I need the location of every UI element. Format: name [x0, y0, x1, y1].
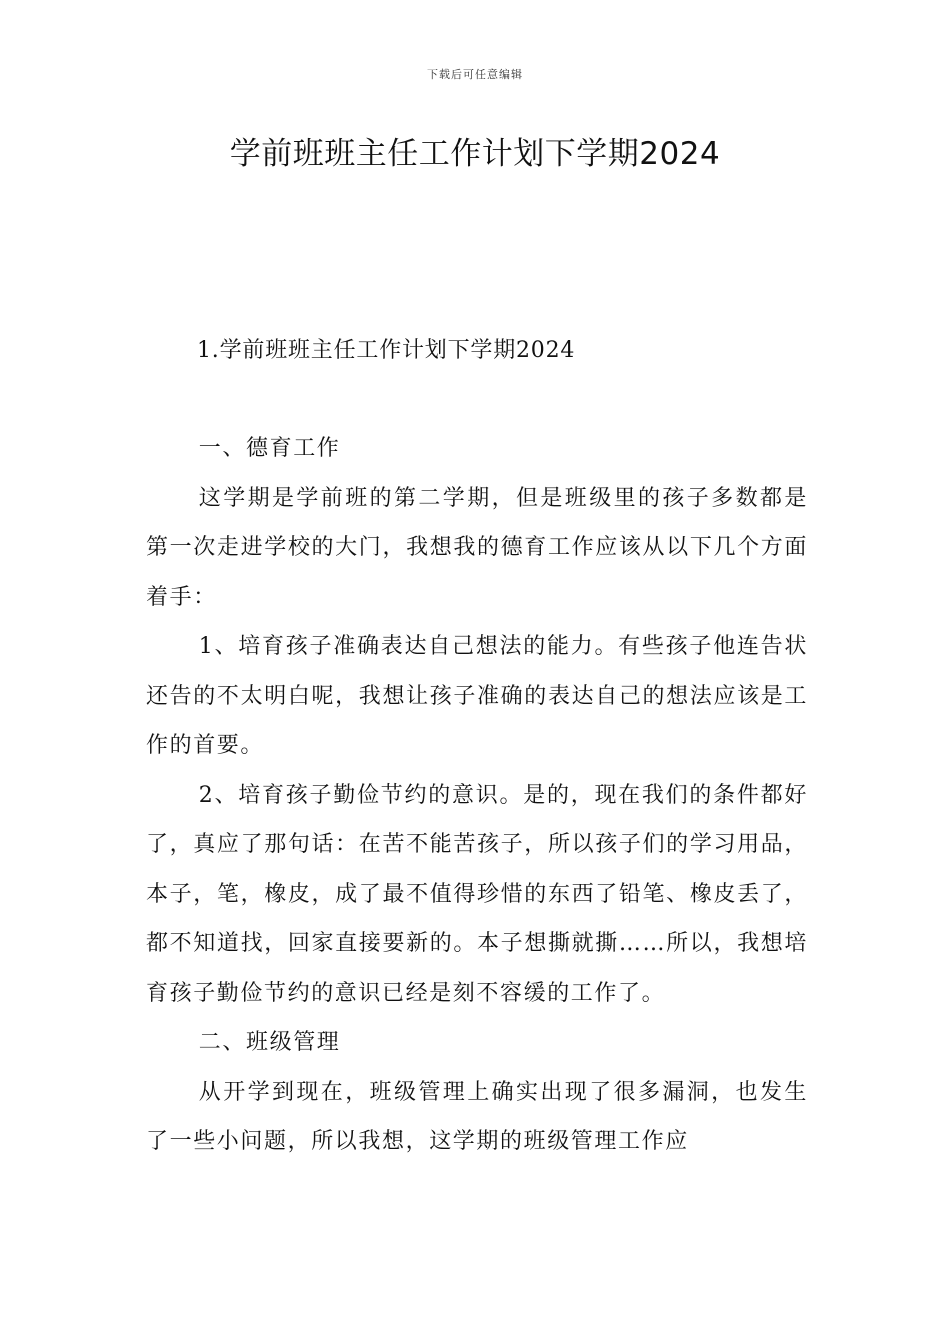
header-note: 下载后可任意编辑	[427, 68, 523, 81]
page-title: 学前班班主任工作计划下学期2024	[229, 136, 721, 172]
paragraph-point-2: 2、培育孩子勤俭节约的意识。是的，现在我们的条件都好了，真应了那句话：在苦不能苦孩子，所以孩子们的学习用品，本子，笔，橡皮，成了最不值得珍惜的东西了铅笔、橡皮丢了，都不知道找，回家直接要新的。本子想撕就撕……所以，我想培育孩子勤俭节约的意识已经是刻不容缓的工作了。	[146, 782, 808, 1006]
paragraph-point-1: 1、培育孩子准确表达自己想法的能力。有些孩子他连告状还告的不太明白呢，我想让孩子准确的表达自己的想法应该是工作的首要。	[146, 634, 808, 758]
paragraph-intro: 这学期是学前班的第二学期，但是班级里的孩子多数都是第一次走进学校的大门，我想我的德育工作应该从以下几个方面着手：	[146, 485, 808, 610]
heading-class-management: 二、班级管理	[198, 1030, 341, 1055]
heading-moral-education: 一、德育工作	[198, 436, 341, 461]
section-subtitle: 1.学前班班主任工作计划下学期2024	[197, 338, 576, 363]
document-body	[146, 424, 808, 1167]
paragraph-class-management: 从开学到现在，班级管理上确实出现了很多漏洞，也发生了一些小问题，所以我想，这学期的班级管理工作应	[146, 1079, 808, 1154]
